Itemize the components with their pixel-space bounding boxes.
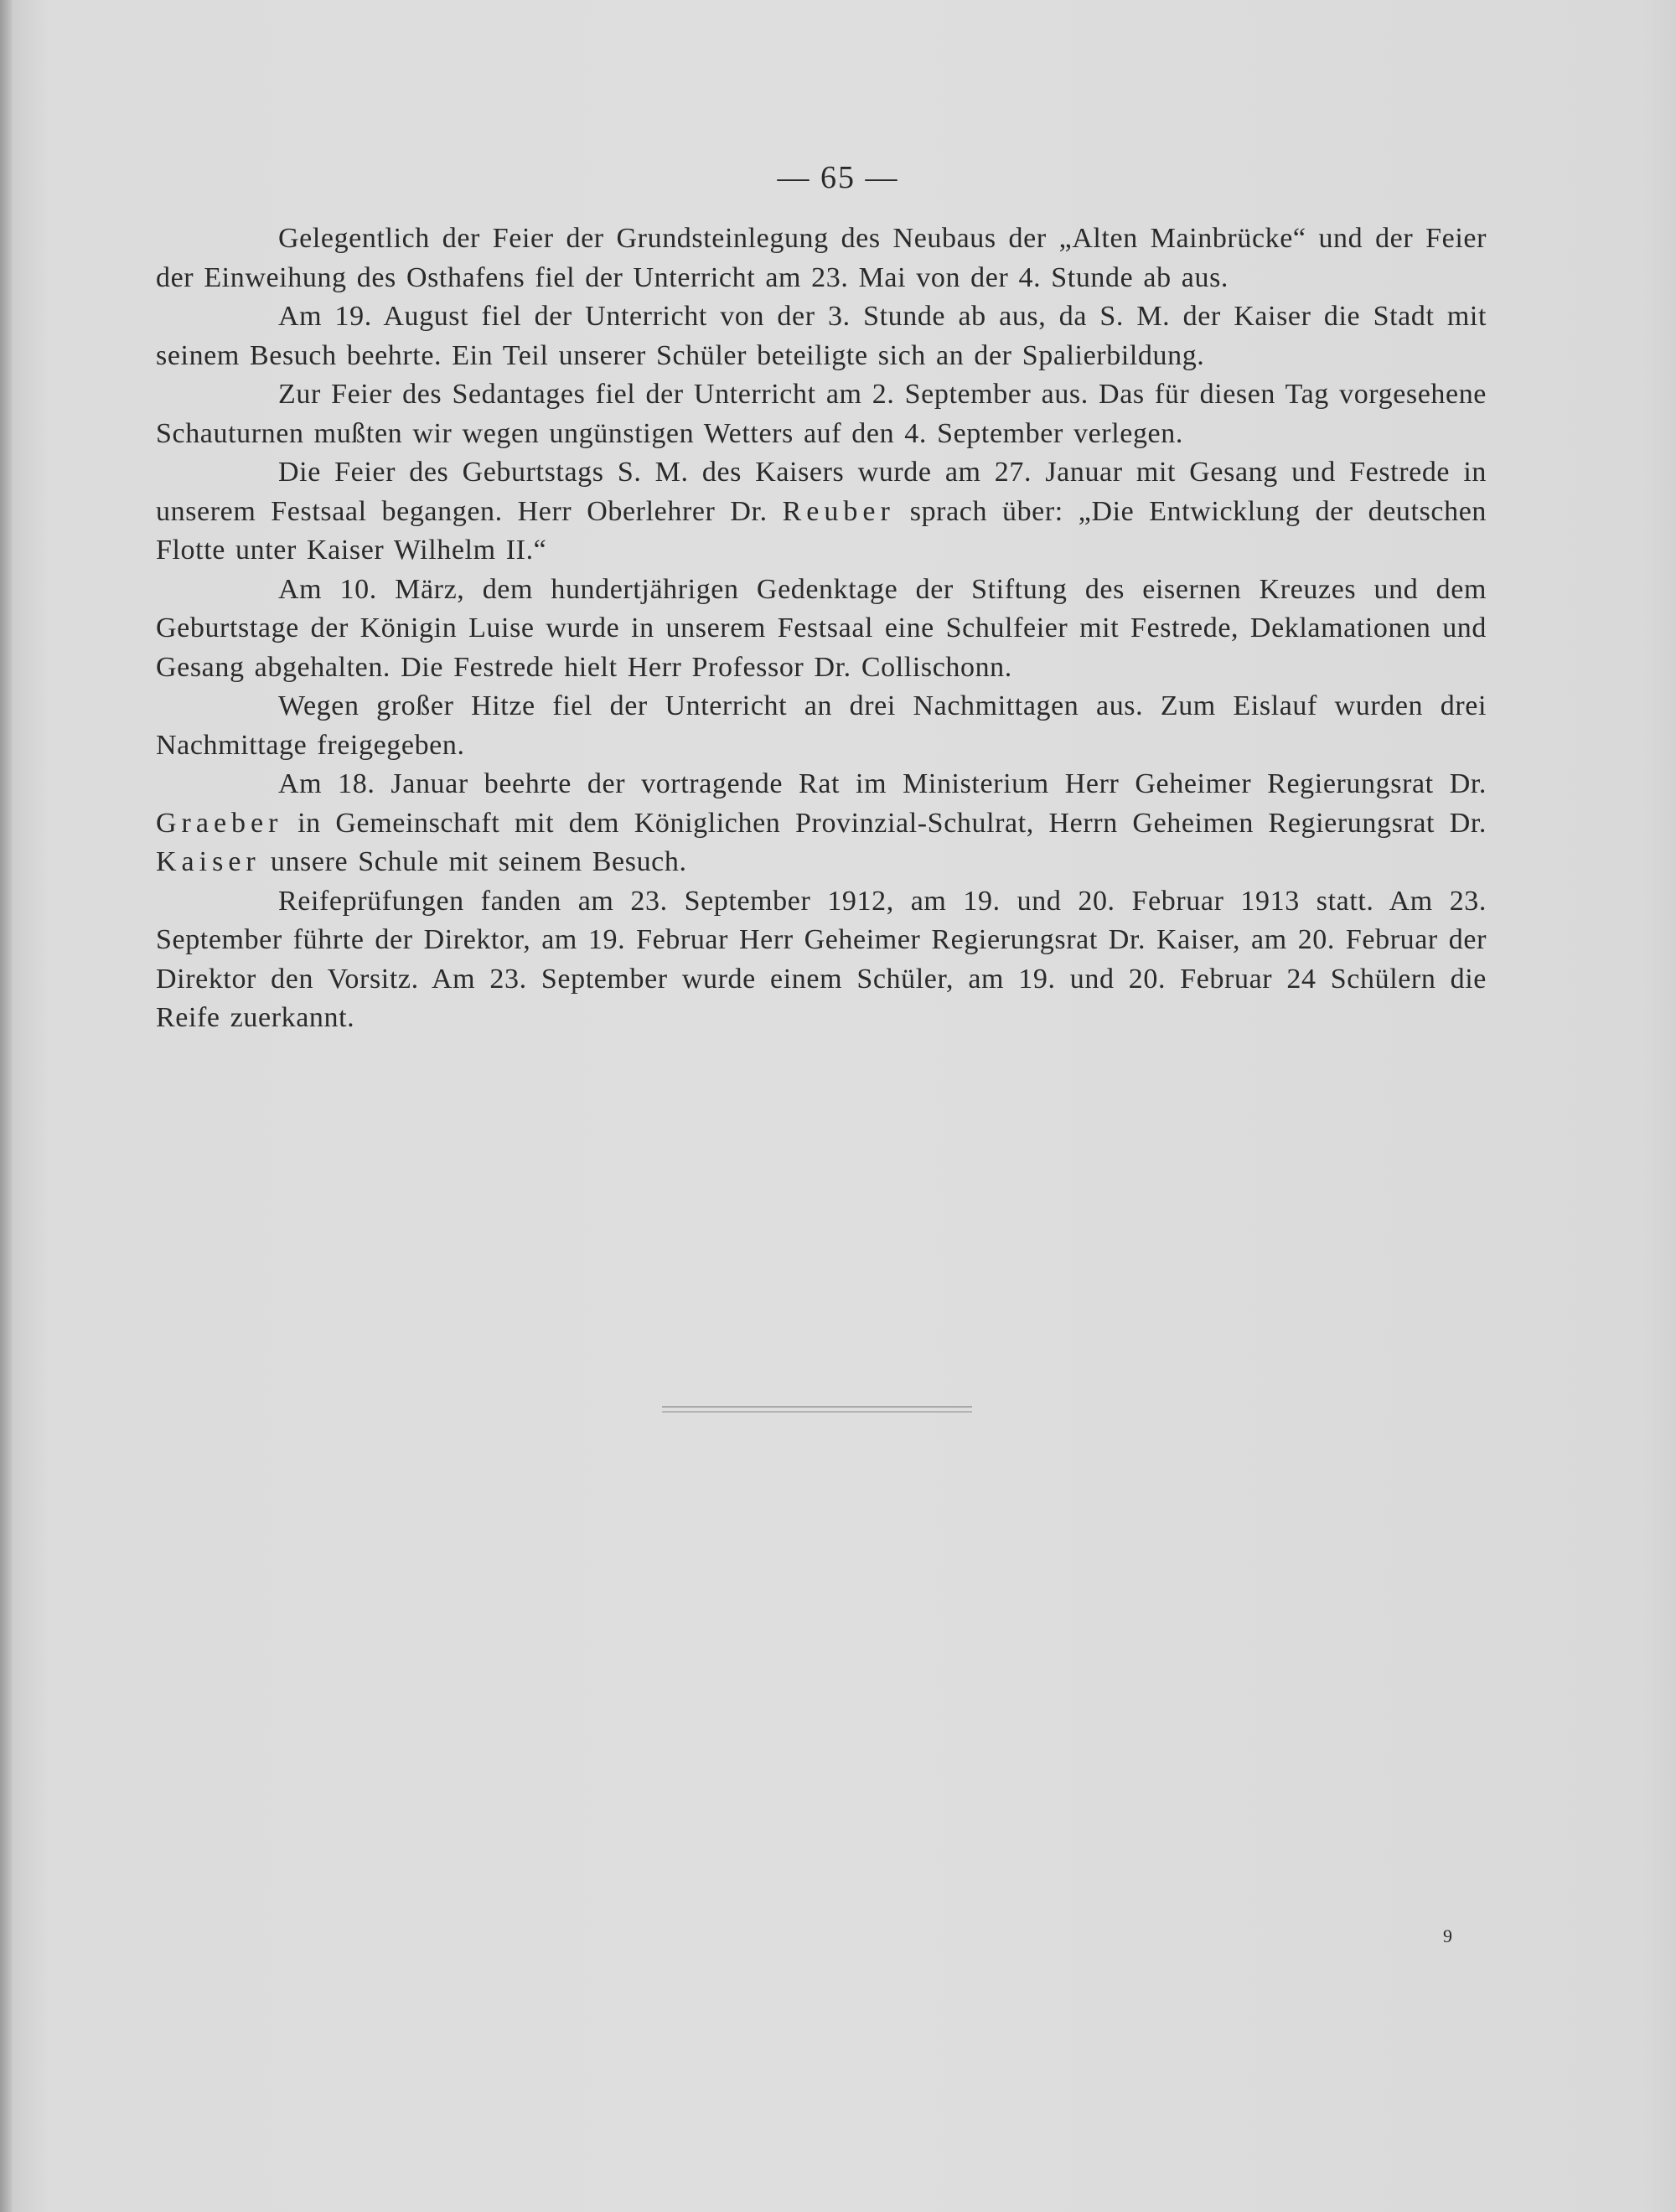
paragraph-text: sprach über: „Die Entwicklung der deutschen Flotte unter Kaiser Wilhelm II.“ — [156, 495, 1487, 566]
paragraph-grundsteinlegung: Gelegentlich der Feier der Grundsteinlegung des Neubaus der „Alten Mainbrücke“ und der Feier der Einweihung des Osthafens fiel der Unterricht am 23. Mai von der 4. Stunde ab aus. — [156, 223, 1487, 293]
person-name-graeber: Graeber — [156, 807, 283, 839]
section-end-rule — [662, 1406, 972, 1413]
paragraph-schulfeier: Am 10. März, dem hundertjährigen Gedenktage der Stiftung des eisernen Kreuzes und dem Geburtstage der Königin Luise wurde in unserem Festsaal eine Schulfeier mit Festrede, Deklamationen und Gesang abgehalten. Die Festrede hielt Herr Professor Dr. Collischonn. — [156, 573, 1487, 683]
paragraph-text: unsere Schule mit seinem Besuch. — [270, 846, 687, 877]
signature-mark: 9 — [1443, 1925, 1452, 1946]
paragraph-sedantag: Zur Feier des Sedantages fiel der Unterricht am 2. September aus. Das für diesen Tag vorgesehene Schauturnen mußten wir wegen ungünstigen Wetters auf den 4. September verlegen. — [156, 379, 1487, 449]
paragraph-ministeriumsbesuch — [156, 765, 1487, 882]
paragraph-kaiserbesuch: Am 19. August fiel der Unterricht von der 3. Stunde ab aus, da S. M. der Kaiser die Stadt mit seinem Besuch beehrte. Ein Teil unserer Schüler beteiligte sich an der Spalierbildung. — [156, 301, 1487, 371]
paragraph-hitzefrei: Wegen großer Hitze fiel der Unterricht an drei Nachmittagen aus. Zum Eislauf wurden drei Nachmittage freigegeben. — [156, 690, 1487, 761]
paragraph-text: Am 18. Januar beehrte der vortragende Rat im Ministerium Herr Geheimer Regierungsrat Dr. — [278, 768, 1487, 799]
page-number: — 65 — — [777, 160, 899, 195]
body-text — [156, 220, 1487, 1038]
person-name-reuber: Reuber — [782, 495, 895, 527]
book-spine-shadow — [0, 0, 12, 2212]
paragraph-reifepruefungen: Reifeprüfungen fanden am 23. September 1912, am 19. und 20. Februar 1913 statt. Am 23. September führte der Direktor, am 19. Februar Herr Geheimer Regierungsrat Dr. Kaiser, am 20. Februar der Direktor den Vorsitz. Am 23. September wurde einem Schüler, am 19. und 20. Februar 24 Schülern die Reife zuerkannt. — [156, 885, 1487, 1033]
paragraph-text: in Gemeinschaft mit dem Königlichen Provinzial-Schulrat, Herrn Geheimen Regierungsrat Dr. — [297, 807, 1487, 839]
paragraph-text: Die Feier des Geburtstags S. M. des Kaisers wurde am 27. Januar mit Gesang und Festrede in unserem Festsaal begangen. Herr Oberlehrer Dr. — [156, 457, 1487, 527]
paragraph-kaisers-geburtstag — [156, 453, 1487, 571]
person-name-kaiser: Kaiser — [156, 846, 261, 877]
